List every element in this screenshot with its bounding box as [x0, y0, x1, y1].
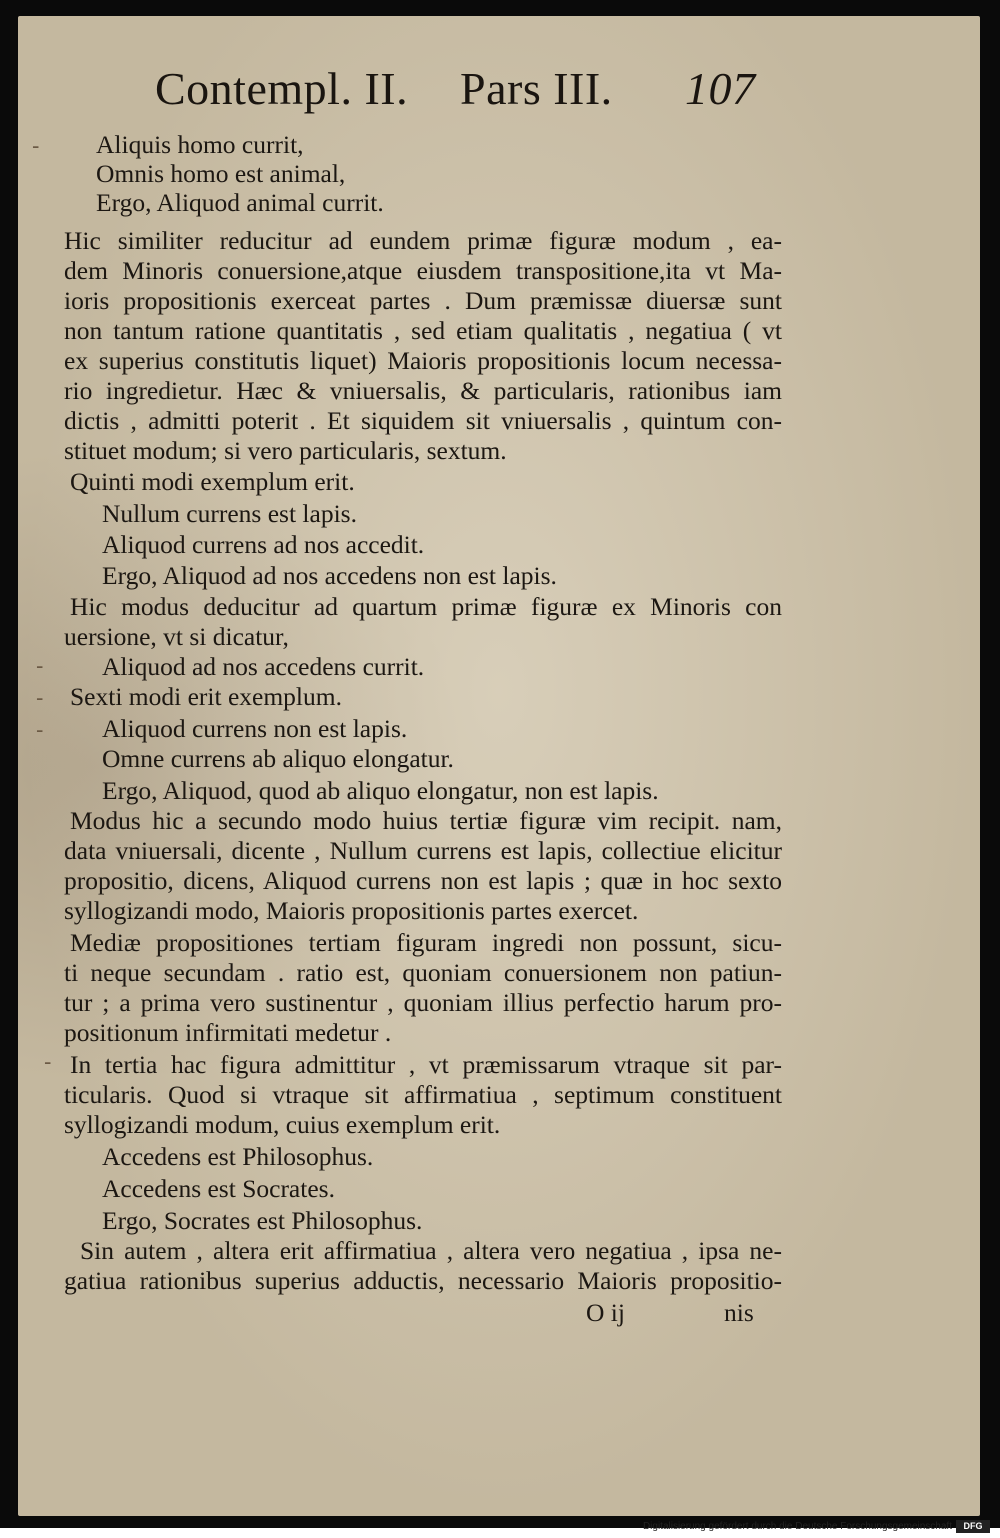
- text-line: Accedens est Philosophus.: [102, 1142, 374, 1171]
- text-line: ex superius constitutis liquet) Maioris propositionis locum necessa-: [64, 346, 782, 375]
- text-line: propositio, dicens, Aliquod currens non est lapis ; quæ in hoc sexto: [64, 866, 782, 895]
- margin-dash: -: [36, 654, 44, 679]
- signature-mark: O ij: [586, 1298, 625, 1327]
- text-line: dem Minoris conuersione,atque eiusdem transpositione,ita vt Ma-: [64, 256, 782, 285]
- running-header: [155, 62, 775, 132]
- text-line: Omnis homo est animal,: [96, 159, 346, 188]
- text-line: positionum infirmitati medetur .: [64, 1018, 392, 1047]
- page-number: 107: [685, 63, 756, 114]
- header-contemplation: Contempl. II.: [155, 63, 409, 114]
- text-line: Sexti modi erit exemplum.: [70, 682, 342, 711]
- text-line: Accedens est Socrates.: [102, 1174, 335, 1203]
- text-line: Mediæ propositiones tertiam figuram ingredi non possunt, sicu-: [70, 928, 782, 957]
- text-line: Ergo, Socrates est Philosophus.: [102, 1206, 423, 1235]
- text-line: uersione, vt si dicatur,: [64, 622, 289, 651]
- text-line: tur ; a prima vero sustinentur , quoniam illius perfectio harum pro-: [64, 988, 782, 1017]
- text-line: ioris propositionis exerceat partes . Dum præmissæ diuersæ sunt: [64, 286, 782, 315]
- text-line: Quinti modi exemplum erit.: [70, 467, 355, 496]
- text-line: Omne currens ab aliquo elongatur.: [102, 744, 454, 773]
- text-line: non tantum ratione quantitatis , sed etiam qualitatis , negatiua ( vt: [64, 316, 782, 345]
- margin-dash: -: [36, 686, 44, 711]
- text-line: Sin autem , altera erit affirmatiua , altera vero negatiua , ipsa ne-: [80, 1236, 782, 1265]
- text-line: Hic similiter reducitur ad eundem primæ figuræ modum , ea-: [64, 226, 782, 255]
- text-line: Aliquod ad nos accedens currit.: [102, 652, 425, 681]
- text-line: rio ingredietur. Hæc & vniuersalis, & particularis, rationibus iam: [64, 376, 782, 405]
- margin-dash: -: [36, 718, 44, 743]
- text-line: Ergo, Aliquod animal currit.: [96, 188, 384, 217]
- text-line: Aliquis homo currit,: [96, 130, 304, 159]
- text-line: Aliquod currens non est lapis.: [102, 714, 408, 743]
- text-line: syllogizandi modo, Maioris propositionis partes exercet.: [64, 896, 639, 925]
- text-line: Nullum currens est lapis.: [102, 499, 357, 528]
- text-line: Ergo, Aliquod ad nos accedens non est lapis.: [102, 561, 557, 590]
- text-line: Ergo, Aliquod, quod ab aliquo elongatur, non est lapis.: [102, 776, 659, 805]
- margin-dash: -: [32, 134, 40, 159]
- text-line: Hic modus deducitur ad quartum primæ figuræ ex Minoris con: [70, 592, 782, 621]
- text-line: dictis , admitti poterit . Et siquidem sit vniuersalis , quintum con-: [64, 406, 782, 435]
- text-line: Aliquod currens ad nos accedit.: [102, 530, 425, 559]
- text-line: Modus hic a secundo modo huius tertiæ figuræ vim recipit. nam,: [70, 806, 782, 835]
- text-line: data vniuersali, dicente , Nullum currens est lapis, collectiue elicitur: [64, 836, 782, 865]
- text-line: stituet modum; si vero particularis, sextum.: [64, 436, 507, 465]
- footer-credit: Digitalisierung gefördert durch die Deutsche Forschungsgemeinschaft: [642, 1521, 952, 1532]
- text-line: In tertia hac figura admittitur , vt præmissarum vtraque sit par-: [70, 1050, 782, 1079]
- header-part: Pars III.: [460, 63, 613, 114]
- text-line: syllogizandi modum, cuius exemplum erit.: [64, 1110, 501, 1139]
- text-line: ti neque secundam . ratio est, quoniam conuersionem non patiun-: [64, 958, 782, 987]
- dfg-logo: DFG: [956, 1520, 990, 1533]
- margin-dash: -: [44, 1050, 52, 1075]
- text-line: ticularis. Quod si vtraque sit affirmatiua , septimum constituent: [64, 1080, 782, 1109]
- catchword: nis: [724, 1298, 754, 1327]
- text-line: gatiua rationibus superius adductis, necessario Maioris propositio-: [64, 1266, 782, 1295]
